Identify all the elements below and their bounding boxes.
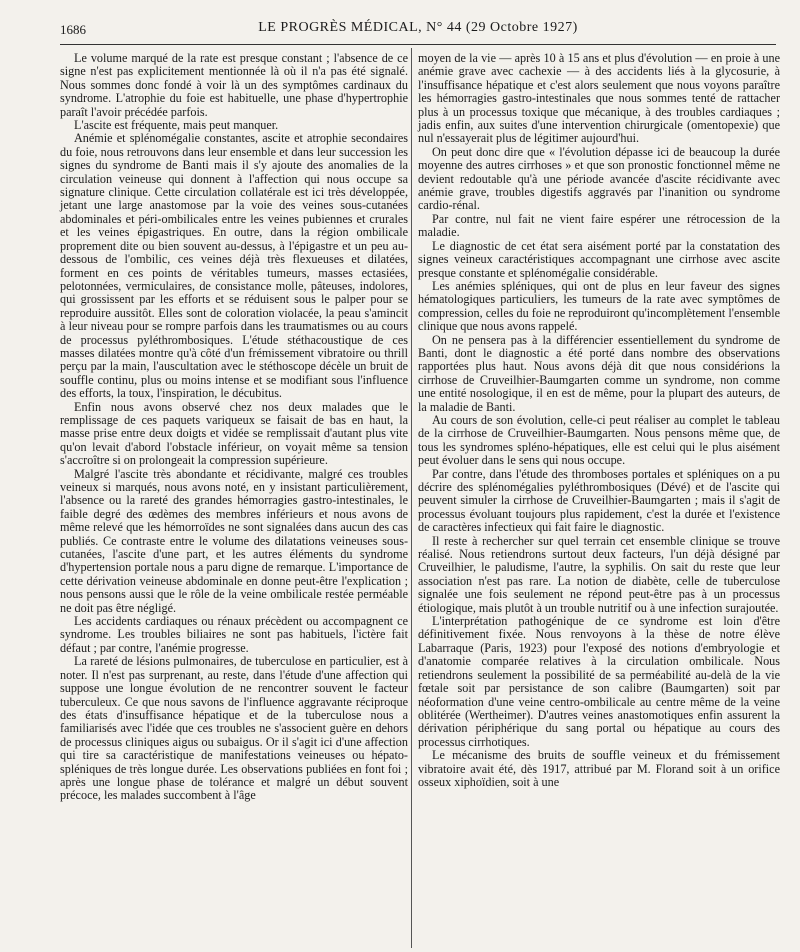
paragraph: Les anémies spléniques, qui ont de plus en leur faveur des signes hématologiques particuliers, les tumeurs de la rate avec symptômes de compression, celles du foie ne reproduiront qu'incomplètement l'ensemble clinique que nous avons rappelé.: [418, 278, 780, 334]
paragraph: Les accidents cardiaques ou rénaux précèdent ou accompagnent ce syndrome. Les troubles biliaires ne sont pas habituels, l'ictère fait défaut ; par contre, l'anémie progresse.: [60, 614, 408, 655]
paragraph: La rareté de lésions pulmonaires, de tuberculose en particulier, est à noter. Il n'est pas surprenant, au reste, dans l'étude d'une affection qui suppose une longue évolution de ne rencontrer souvent le facteur tuberculeux. Ce que nous savons de l'influence aggravante réciproque des états d'insuffisance hépatique et de la tuberculose nous a familiarisés avec l'idée que ces troubles ne s'associent guère en dehors de processus cliniques aigus ou subaigus. Or il s'agit ici d'une affection qui tire sa caractéristique de manifestations veineuses ou hépato-spléniques de très longue durée. Les observations publiées en font foi ; après une longue phase de tolérance et malgré un début souvent précoce, les malades succombent à l'âge: [60, 654, 408, 803]
page-header: [60, 14, 776, 45]
journal-title: LE PROGRÈS MÉDICAL, N° 44 (29 Octobre 1927): [258, 20, 578, 35]
paragraph: Il reste à rechercher sur quel terrain cet ensemble clinique se trouve réalisé. Nous retiendrons surtout deux facteurs, l'un déjà désigné par Cruveilhier, le paludisme, l'autre, la syphilis. On sait du reste que leur association n'est pas rare. La notion de diabète, celle de tuberculose signalée une fois seulement ne répond peut-être pas à un processus étiologique, mais plutôt à un trouble nutritif ou à une infection surajoutée.: [418, 533, 780, 615]
paragraph: On ne pensera pas à la différencier essentiellement du syndrome de Banti, dont le diagnostic a été porté dans nombre des observations rapportées plus haut. Nous avons déjà dit que nous considérions la cirrhose de Cruveilhier-Baumgarten comme un syndrome, non comme une entité nosologique, il en est de même, pour la plupart des auteurs, de la maladie de Banti.: [418, 332, 780, 414]
paragraph: Le volume marqué de la rate est presque constant ; l'absence de ce signe n'est pas explicitement mentionnée là où il n'a pas été signalé. Nous sommes donc fondé à voir là un des symptômes cardinaux du syndrome. L'atrophie du foie est habituelle, une phase d'hypertrophie paraît l'avoir précédée parfois.: [60, 51, 408, 119]
column-divider: [411, 48, 412, 948]
paragraph: Anémie et splénomégalie constantes, ascite et atrophie secondaires du foie, nous retrouvons dans leur ensemble et dans leur succession les signes du syndrome de Banti mais il s'y ajoute des anomalies de la circulation veineuse qui donnent à l'affection qui nous occupe sa signature clinique. Cette circulation collatérale est ici très développée, jetant une large anastomose par la voie des veines sous-cutanées abdominales et péri-ombilicales entre les veines pubiennes et crurales et les veines épigastriques. En outre, dans la région ombilicale proprement dite ou bien souvent au-dessus, à l'épigastre et un peu au-dessous de l'ombilic, ces veines déjà très flexueuses et dilatées, forment en ces points de véritables tumeurs, masses ectasiées, pelotonnées, vermiculaires, de consistance molle, pâteuses, indolores, qui grossissent par les efforts et se réduisent sous le palper pour se reproduire aussitôt. Elles sont de coloration violacée, la peau s'amincit à leur niveau pour se rompre parfois dans les traumatismes ou au cours de processus pyléthrombosiques. L'étude stéthacoustique de ces masses dilatées montre qu'à côté d'un frémissement vibratoire ou thrill perçu par la main, l'auscultation avec le stéthoscope décèle un bruit de souffle continu, plus ou moins intense et se modifiant sous l'influence des efforts, la toux, l'inspiration, le décubitus.: [60, 131, 408, 401]
paragraph: Le mécanisme des bruits de souffle veineux et du frémissement vibratoire avait été, dès 1917, attribué par M. Florand soit à un orifice osseux xiphoïdien, soit à une: [418, 748, 780, 789]
paragraph: Enfin nous avons observé chez nos deux malades que le remplissage de ces paquets variqueux se faisait de bas en haut, la masse prise entre deux doigts et vidée se remplissait d'autant plus vite qu'on levait d'abord l'obstacle inférieur, on voyait même sa tension s'accroître si on prolongeait la compression supérieure.: [60, 399, 408, 468]
paragraph: Au cours de son évolution, celle-ci peut réaliser au complet le tableau de la cirrhose de Cruveilhier-Baumgarten. Nous pensons même que, de tous les syndromes spléno-hépatiques, elle est celui qui le plus aisément peut évoluer dans le sens qui nous occupe.: [418, 412, 780, 468]
paragraph: moyen de la vie — après 10 à 15 ans et plus d'évolution — en proie à une anémie grave avec cachexie — à des accidents liés à la glycosurie, à l'insuffisance hépatique et c'est alors seulement que nous voyons paraître les hémorragies gastro-intestinales que nous sommes tenté de rattacher plus à un processus toxique que mécanique, à des troubles cardiaques ; jadis enfin, aux suites d'une intervention chirurgicale (omentopexie) que nul n'essayerait plus de légitimer aujourd'hui.: [418, 51, 780, 146]
paragraph: Par contre, nul fait ne vient faire espérer une rétrocession de la maladie.: [418, 211, 780, 240]
left-column: [60, 52, 408, 803]
paragraph: On peut donc dire que « l'évolution dépasse ici de beaucoup la durée moyenne des autres cirrhoses » et que son pronostic fonctionnel même ne devient redoutable qu'à une période avancée d'ascite récidivante avec anémie grave, troubles digestifs aggravés par l'inanition ou syndrome cardio-rénal.: [418, 144, 780, 213]
paragraph: Par contre, dans l'étude des thromboses portales et spléniques on a pu décrire des splénomégalies pyléthrombosiques (Dévé) et de l'ascite qui peuvent simuler la cirrhose de Cruveilhier-Baumgarten ; mais il s'agit de processus évoluant toujours plus rapidement, c'est la durée et l'existence de caractères infectieux qui fait faire le diagnostic.: [418, 466, 780, 535]
page-number: 1686: [60, 22, 86, 37]
paragraph: L'ascite est fréquente, mais peut manquer.: [74, 118, 279, 133]
paragraph: L'interprétation pathogénique de ce syndrome est loin d'être définitivement fixée. Nous renvoyons à la thèse de notre élève Labarraque (Paris, 1923) pour l'exposé des notions d'embryologie et d'anatomie comparée relatives à la circulation ombilicale. Nous retiendrons seulement la possibilité de sa perméabilité au-delà de la vie fœtale soit par persistance de son calibre (Baumgarten) soit par néoformation d'une veine centro-ombilicale au centre même de la veine oblitérée (Wertheimer). D'autres veines anastomotiques enfin assurent la dérivation périphérique du sang portal ou hépatique au cours des processus cirrhotiques.: [418, 614, 780, 749]
right-column: [418, 52, 780, 789]
paragraph: Le diagnostic de cet état sera aisément porté par la constatation des signes veineux caractéristiques accompagnant une cirrhose avec ascite presque constante et splénomégalie considérable.: [418, 238, 780, 280]
paragraph: Malgré l'ascite très abondante et récidivante, malgré ces troubles veineux si marqués, nous avons noté, en y insistant particulièrement, l'absence ou la rareté des grandes hémorragies gastro-intestinales, le faible degré des œdèmes des membres inférieurs et nous avons de même relevé que les hémorroïdes ne sont signalées dans aucun des cas publiés. Ce contraste entre le volume des dilatations veineuses sous-cutanées, l'ascite d'une part, et les autres éléments du syndrome d'hypertension portale nous a paru digne de remarque. L'importance de cette dérivation veineuse abdominale en donne peut-être l'explication ; nous pensons aussi que le rôle de la veine ombilicale restée perméable ne doit pas être négligé.: [60, 466, 408, 615]
